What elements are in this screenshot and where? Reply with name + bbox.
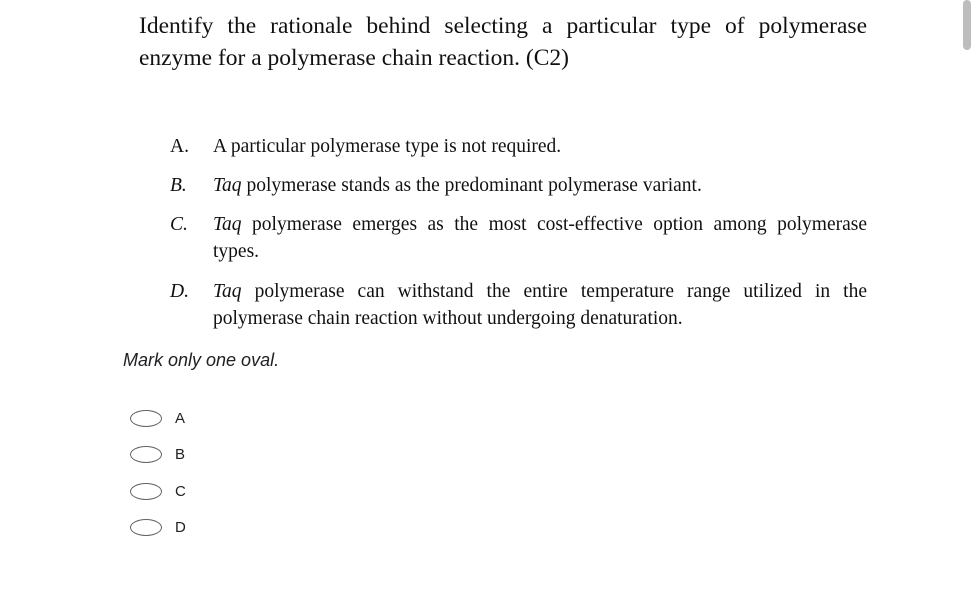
radio-oval[interactable]: [130, 519, 162, 536]
option-text: polymerase stands as the predominant polymerase variant.: [241, 175, 702, 196]
option-letter: D.: [170, 281, 189, 302]
answer-options: [170, 133, 867, 332]
option-emphasis: Taq: [213, 281, 242, 302]
option-text: A particular polymerase type is not required.: [213, 136, 562, 157]
choice-d[interactable]: [130, 510, 186, 547]
option-letter: A.: [170, 136, 189, 157]
choice-label[interactable]: B: [175, 446, 186, 464]
radio-oval[interactable]: [130, 410, 162, 427]
scrollbar[interactable]: [960, 0, 976, 608]
option-text: polymerase can withstand the entire temperature range utilized in the polymerase chain reaction without undergoing denaturation.: [213, 281, 867, 329]
option-emphasis: Taq: [213, 175, 242, 196]
option-d: [170, 278, 867, 332]
choice-label[interactable]: A: [175, 409, 186, 427]
radio-oval[interactable]: [130, 483, 162, 500]
choice-a[interactable]: [130, 400, 186, 437]
option-c: [170, 211, 867, 265]
option-b: [170, 172, 867, 199]
option-a: [170, 133, 867, 160]
choice-label[interactable]: C: [175, 482, 186, 500]
option-emphasis: Taq: [213, 214, 242, 235]
question-text: Identify the rationale behind selecting a particular type of polymerase enzyme for a polymerase chain reaction. (C2): [139, 13, 867, 71]
instruction-text: Mark only one oval.: [123, 350, 280, 370]
choice-c[interactable]: [130, 473, 186, 510]
radio-oval[interactable]: [130, 446, 162, 463]
scrollbar-thumb[interactable]: [963, 0, 971, 50]
choice-b[interactable]: [130, 437, 186, 474]
choice-label[interactable]: D: [175, 519, 186, 537]
option-letter: C.: [170, 214, 188, 235]
option-text: polymerase emerges as the most cost-effective option among polymerase types.: [213, 214, 867, 262]
radio-group: [130, 400, 186, 546]
option-letter: B.: [170, 175, 187, 196]
